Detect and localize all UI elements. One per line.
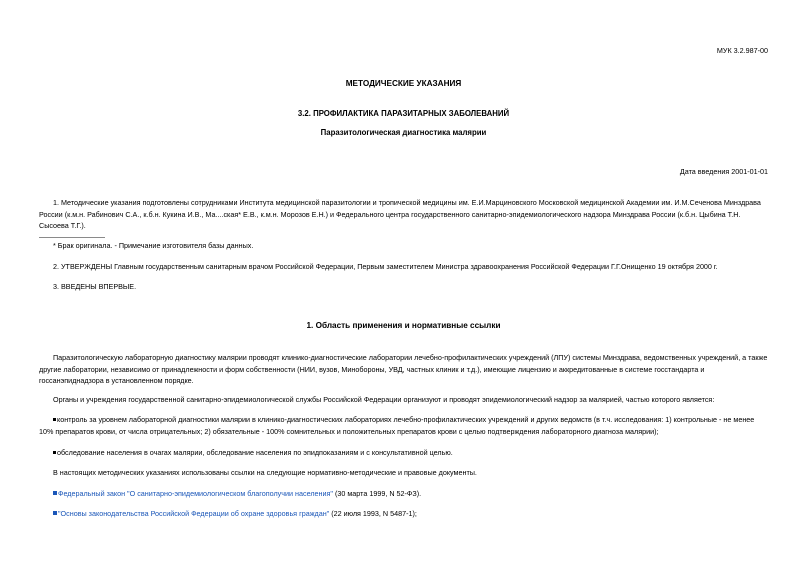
reference-item	[39, 488, 769, 500]
bullet-icon	[53, 418, 56, 421]
section-title: 3.2. ПРОФИЛАКТИКА ПАРАЗИТАРНЫХ ЗАБОЛЕВАНИЙ	[297, 109, 510, 118]
document-subtitle: Паразитологическая диагностика малярии	[320, 128, 487, 137]
bullet-icon	[53, 511, 57, 515]
reference-details: (30 марта 1999, N 52-ФЗ).	[332, 489, 422, 498]
bullet-item-survey	[39, 447, 769, 459]
paragraph-references-intro: В настоящих методических указаниях использованы ссылки на следующие нормативно-методические и правовые документы.	[53, 468, 477, 477]
paragraph-approved: 2. УТВЕРЖДЕНЫ Главным государственным санитарным врачом Российской Федерации, Первым заместителем Министра здравоохранения Российской Федерации Г.Г.Онищенко 19 октября 2000 г.	[53, 262, 718, 271]
bullet-icon	[53, 451, 56, 454]
reference-link-health-law[interactable]: "Основы законодательства Российской Федерации об охране здоровья граждан"	[58, 509, 330, 518]
paragraph-labs: Паразитологическую лабораторную диагностику малярии проводят клинико-диагностические лаборатории лечебно-профилактических учреждений (ЛПУ) системы Минздрава, ведомственных учреждений, а также другие лаборатории, независимо от принадлежности и форм собственности (НИИ, вузов, Минобороны, УВД, частных клиник и т.д.), имеющие лицензию и аккредитованные в системе госстандарта и госсанэпиднадзора в установленном порядке.	[39, 353, 768, 385]
document-title: МЕТОДИЧЕСКИЕ УКАЗАНИЯ	[345, 79, 462, 88]
paragraph-surveillance: Органы и учреждения государственной санитарно-эпидемиологической службы Российской Федерации организуют и проводят эпидемиологический надзор за малярией, частью которого является:	[53, 395, 715, 404]
footnote: * Брак оригинала. - Примечание изготовителя базы данных.	[53, 241, 254, 250]
reference-details: (22 июля 1993, N 5487-1);	[329, 509, 417, 518]
reference-item	[39, 508, 769, 520]
bullet-text: обследование населения в очагах малярии, обследование населения по эпидпоказаниям и с консультативной целью.	[57, 448, 453, 457]
document-code: МУК 3.2.987-00	[716, 46, 768, 55]
paragraph-authors: 1. Методические указания подготовлены сотрудниками Института медицинской паразитологии и тропической медицины им. Е.И.Марциновского Московской медицинской Академии им. И.М.Сеченова Минздрава России (к.м.н. Рабинович С.А., к.б.н. Кукина И.В., Ма....ская* Е.В., к.м.н. Морозов Е.Н.) и Федерального центра государственного санитарно-эпидемиологического надзора Минздрава России (к.б.н. Цыбина Т.Н. Сысоева Т.Г.).	[39, 198, 761, 230]
bullet-text: контроль за уровнем лабораторной диагностики малярии в клинико-диагностических лабораториях лечебно-профилактических учреждений и других ведомств (в т.ч. исследования: 1) контрольные - не менее 10% препаратов крови, от числа отрицательных; 2) обязательные - 100% сомнительных и положительных препаратов крови с целью подтверждения лабораторного диагноза малярии);	[39, 415, 755, 436]
footnote-divider	[39, 237, 105, 238]
bullet-icon	[53, 491, 57, 495]
reference-link-sanitary-law[interactable]: Федеральный закон "О санитарно-эпидемиологическом благополучии населения"	[58, 489, 333, 498]
paragraph-introduced: 3. ВВЕДЕНЫ ВПЕРВЫЕ.	[53, 282, 137, 291]
bullet-item-control	[39, 414, 769, 437]
heading-scope: 1. Область применения и нормативные ссылки	[306, 321, 501, 330]
introduction-date: Дата введения 2001-01-01	[679, 167, 768, 176]
